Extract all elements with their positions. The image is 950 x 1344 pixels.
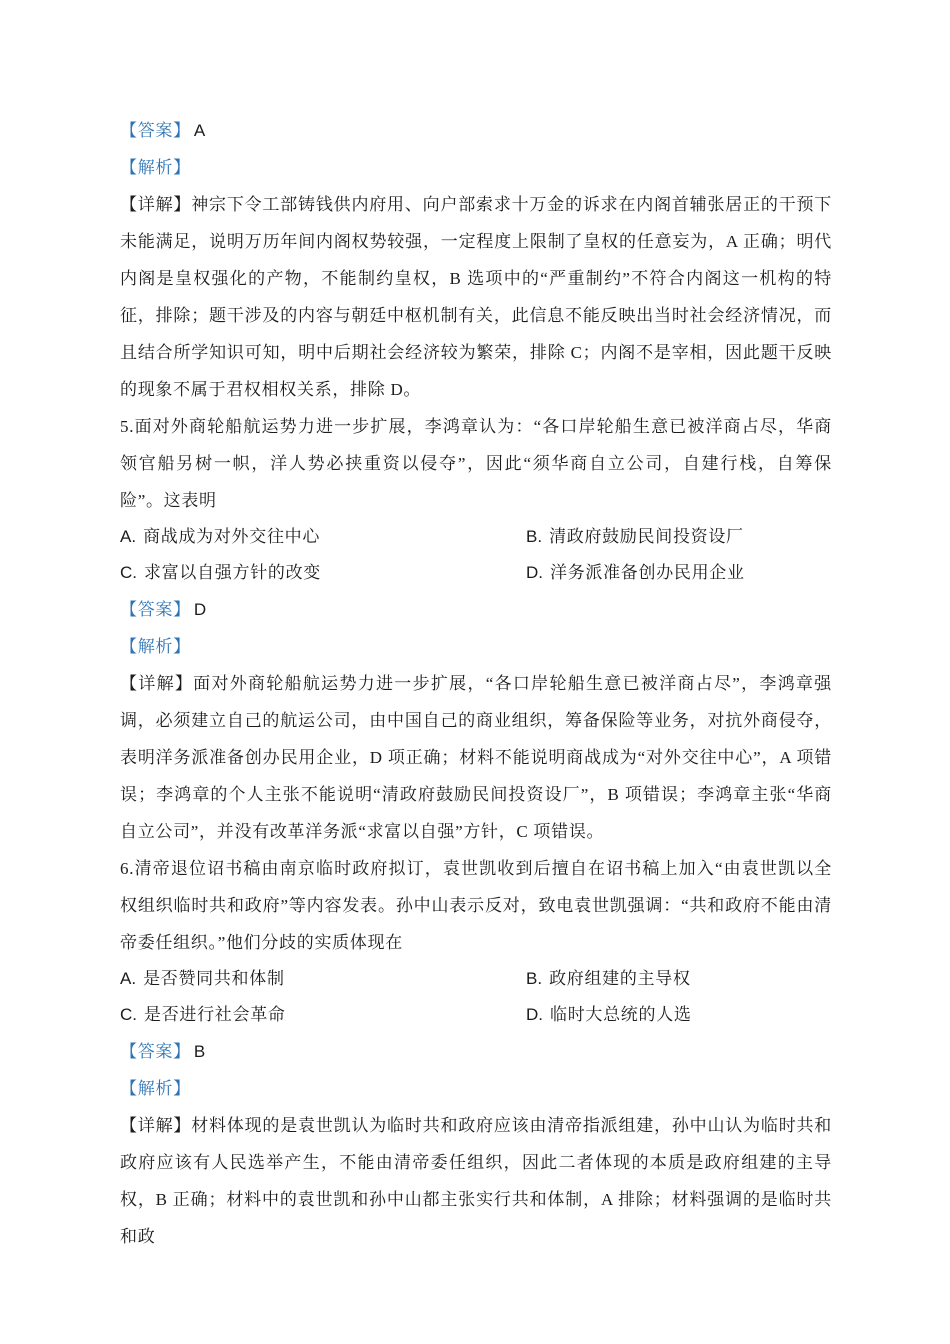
detail-paragraph-q5	[120, 665, 832, 850]
option-text: 清政府鼓励民间投资设厂	[549, 527, 744, 546]
option-item-q5-c	[120, 555, 526, 591]
option-item-q6-d	[526, 997, 832, 1033]
question-paragraph-q5	[120, 408, 832, 519]
detail-label: 【详解】	[120, 195, 192, 214]
option-item-q6-a	[120, 961, 526, 997]
detail-label: 【详解】	[120, 1116, 192, 1135]
detail-label: 【详解】	[120, 674, 194, 693]
question-stem: 面对外商轮船航运势力进一步扩展，李鸿章认为：“各口岸轮船生意已被洋商占尽，华商领官船另树一帜，洋人势必挟重资以侵夺”，因此“须华商自立公司，自建行栈，自筹保险”。这表明	[120, 417, 832, 510]
question-stem: 清帝退位诏书稿由南京临时政府拟订，袁世凯收到后擅自在诏书稿上加入“由袁世凯以全权组织临时共和政府”等内容发表。孙中山表示反对，致电袁世凯强调：“共和政府不能由清帝委任组织。”他们分歧的实质体现在	[120, 859, 832, 952]
answer-label: 【答案】	[120, 121, 191, 140]
answer-line-q4	[120, 112, 832, 149]
option-text: 是否进行社会革命	[144, 1005, 286, 1024]
answer-label: 【答案】	[120, 600, 191, 619]
option-key: D.	[526, 1005, 543, 1024]
options-q5	[120, 519, 832, 591]
question-number: 6.	[120, 859, 135, 878]
option-key: A.	[120, 527, 137, 546]
option-item-q6-b	[526, 961, 832, 997]
question-paragraph-q6	[120, 850, 832, 961]
detail-paragraph-q4	[120, 186, 832, 408]
analysis-label: 【解析】	[120, 637, 191, 656]
detail-text: 材料体现的是袁世凯认为临时共和政府应该由清帝指派组建，孙中山认为临时共和政府应该有人民选举产生，不能由清帝委任组织，因此二者体现的本质是政府组建的主导权，B 正确；材料中的袁世凯和孙中山都主张实行共和体制，A 排除；材料强调的是临时共和政	[120, 1116, 832, 1246]
detail-text: 面对外商轮船航运势力进一步扩展，“各口岸轮船生意已被洋商占尽”，李鸿章强调，必须建立自己的航运公司，由中国自己的商业组织，筹备保险等业务，对抗外商侵夺，表明洋务派准备创办民用企业，D 项正确；材料不能说明商战成为“对外交往中心”，A 项错误；李鸿章的个人主张不能说明“清政府鼓励民间投资设厂”，B 项错误；李鸿章主张“华商自立公司”，并没有改革洋务派“求富以自强”方针，C 项错误。	[120, 674, 832, 841]
question-number: 5.	[120, 417, 135, 436]
option-item-q5-b	[526, 519, 832, 555]
answer-label: 【答案】	[120, 1042, 191, 1061]
options-q6	[120, 961, 832, 1033]
option-key: D.	[526, 563, 543, 582]
analysis-label: 【解析】	[120, 1079, 191, 1098]
option-item-q5-a	[120, 519, 526, 555]
answer-line-q5	[120, 591, 832, 628]
option-key: B.	[526, 527, 543, 546]
detail-text: 神宗下令工部铸钱供内府用、向户部索求十万金的诉求在内阁首辅张居正的干预下未能满足，说明万历年间内阁权势较强，一定程度上限制了皇权的任意妄为，A 正确；明代内阁是皇权强化的产物，不能制约皇权，B 选项中的“严重制约”不符合内阁这一机构的特征，排除；题干涉及的内容与朝廷中枢机制有关，此信息不能反映出当时社会经济情况，而且结合所学知识可知，明中后期社会经济较为繁荣，排除 C；内阁不是宰相，因此题干反映的现象不属于君权相权关系，排除 D。	[120, 195, 832, 399]
analysis-label: 【解析】	[120, 158, 191, 177]
answer-value: D	[193, 600, 207, 619]
option-key: C.	[120, 563, 137, 582]
option-item-q6-c	[120, 997, 526, 1033]
option-text: 求富以自强方针的改变	[144, 563, 321, 582]
analysis-line-q4	[120, 149, 832, 186]
option-key: A.	[120, 969, 137, 988]
answer-value: B	[193, 1042, 206, 1061]
option-text: 政府组建的主导权	[549, 969, 691, 988]
analysis-line-q5	[120, 628, 832, 665]
option-item-q5-d	[526, 555, 832, 591]
option-text: 临时大总统的人选	[550, 1005, 692, 1024]
option-key: B.	[526, 969, 543, 988]
answer-value: A	[193, 121, 206, 140]
detail-paragraph-q6	[120, 1107, 832, 1255]
option-text: 是否赞同共和体制	[143, 969, 285, 988]
option-text: 洋务派准备创办民用企业	[550, 563, 745, 582]
answer-line-q6	[120, 1033, 832, 1070]
document-content	[120, 112, 832, 1255]
option-key: C.	[120, 1005, 137, 1024]
option-text: 商战成为对外交往中心	[143, 527, 321, 546]
analysis-line-q6	[120, 1070, 832, 1107]
